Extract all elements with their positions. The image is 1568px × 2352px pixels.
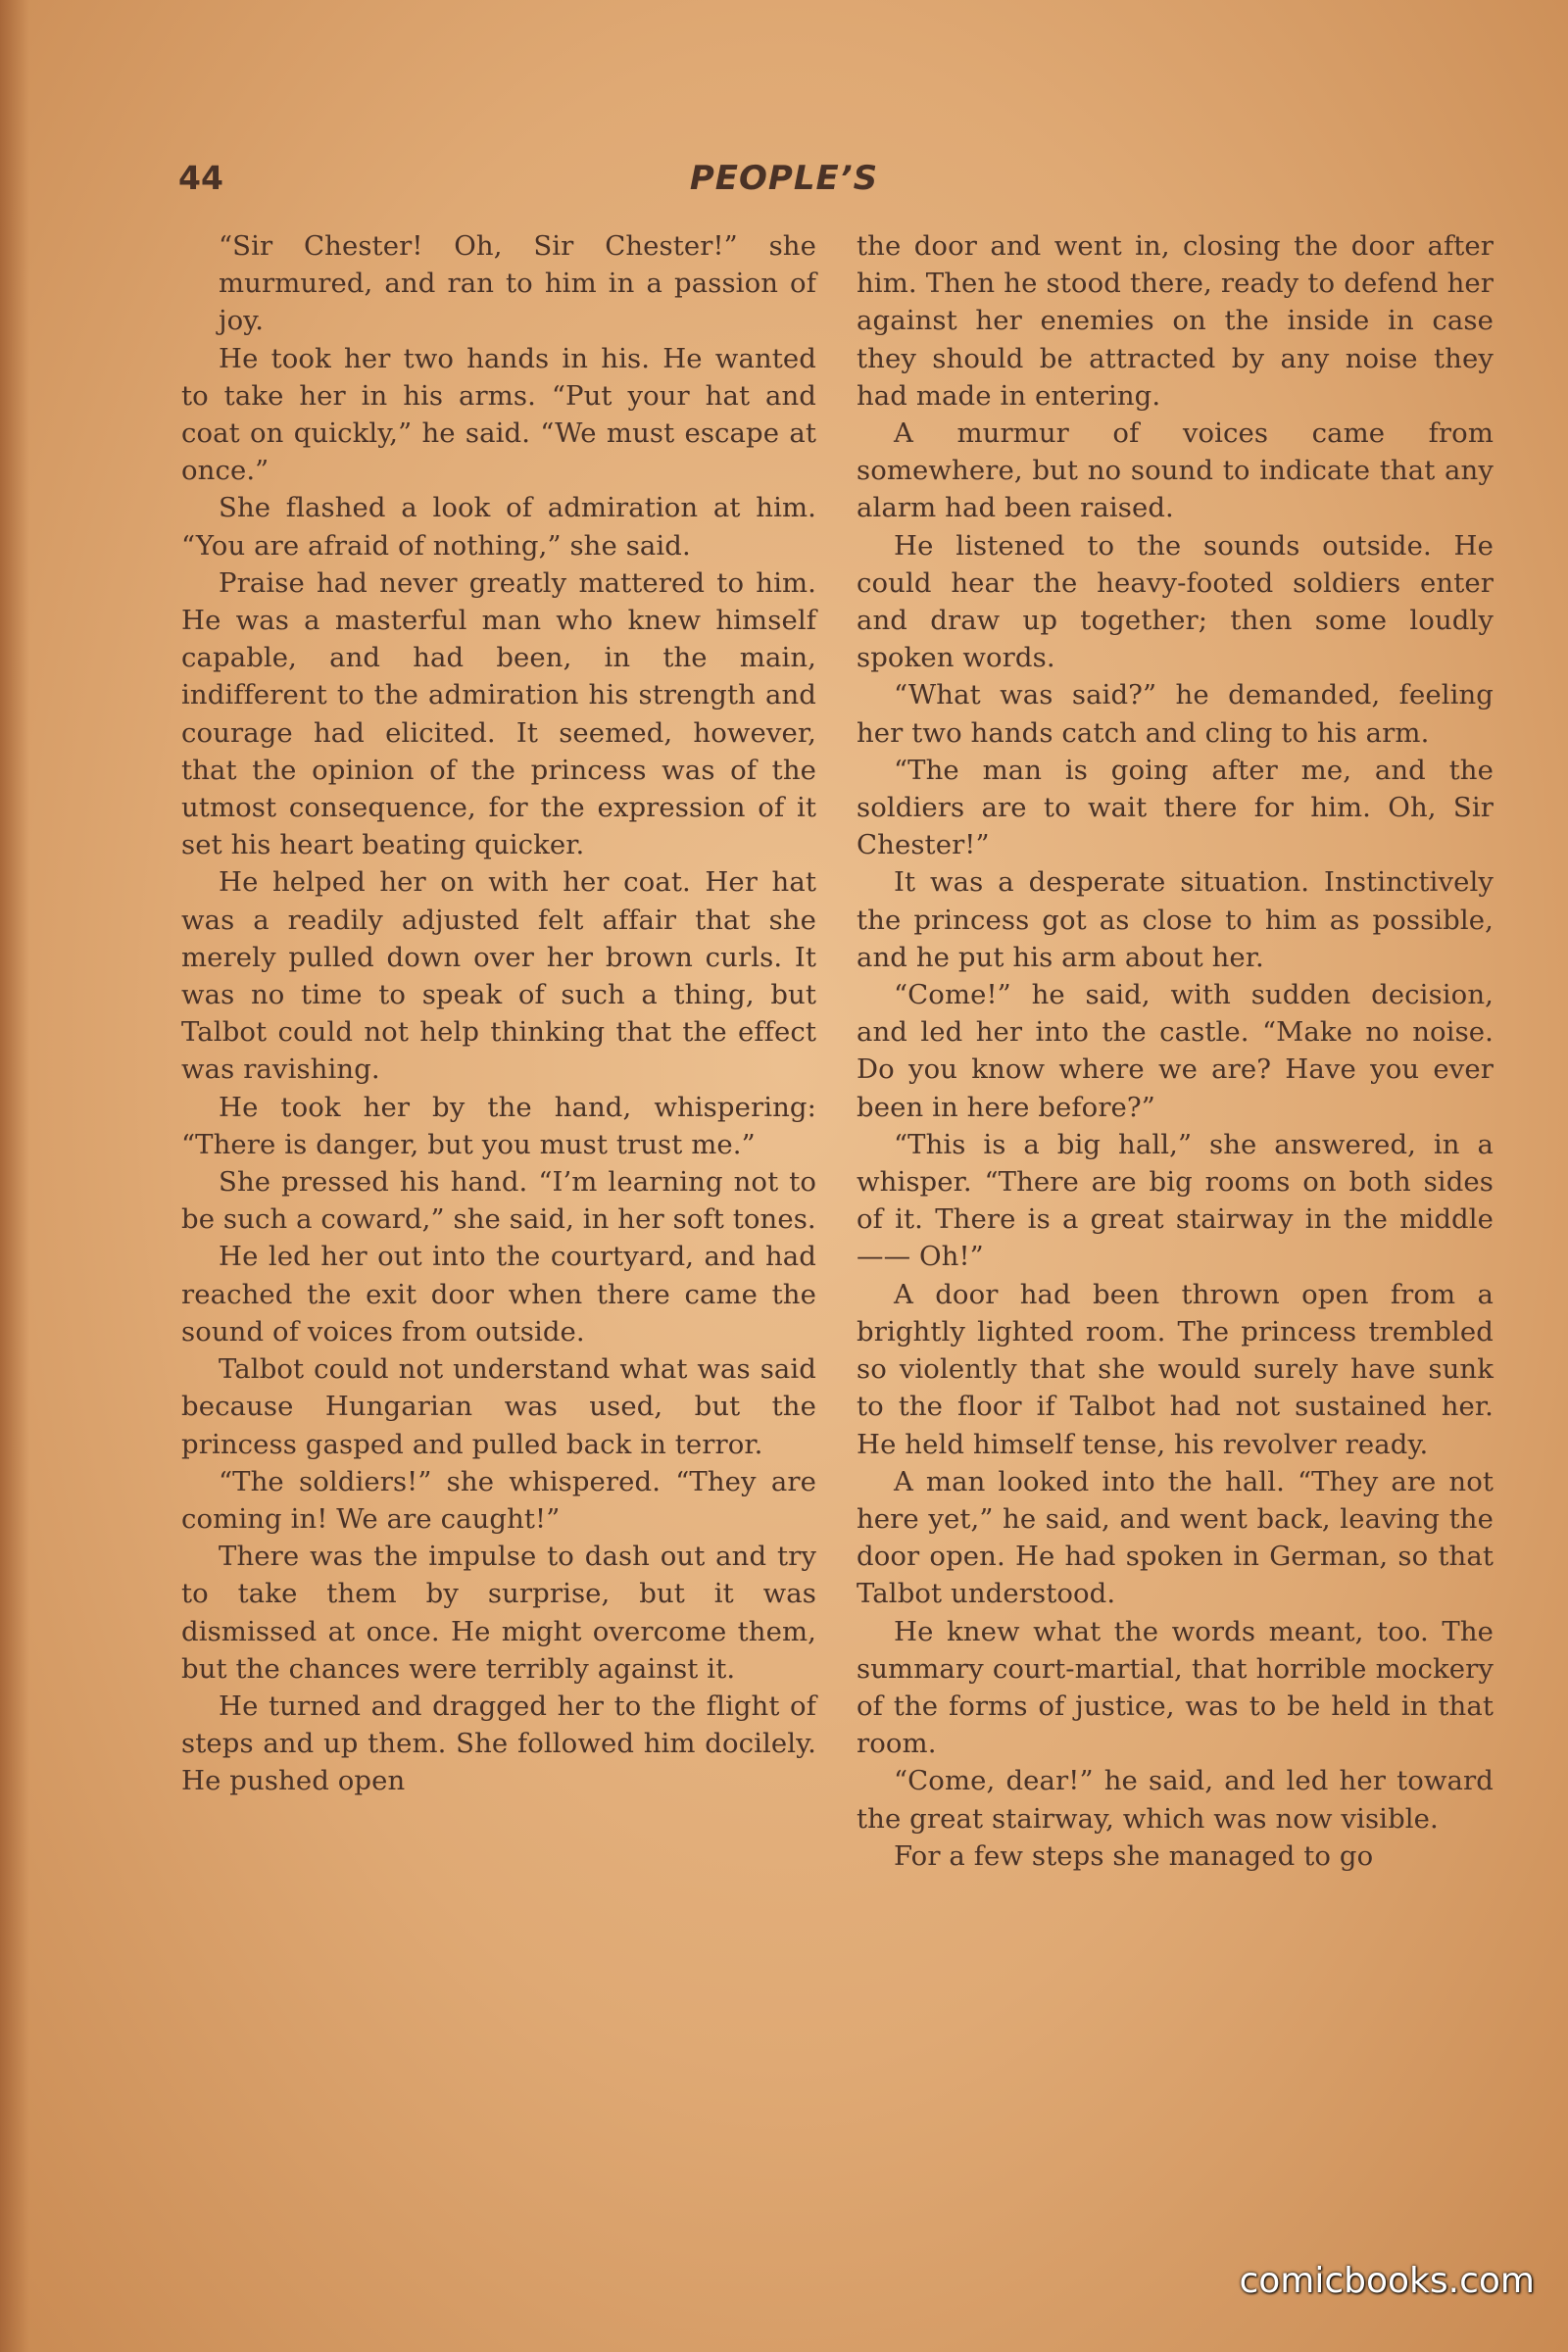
paragraph: For a few steps she managed to go (894, 1839, 1374, 1872)
paragraph: He took her by the hand, whispering: “There is danger, but you must trust me.” (181, 1091, 816, 1160)
page-number: 44 (178, 159, 223, 197)
paragraph: It was a desperate situation. Instinctively the princess got as close to him as possible, and he put his arm about her. (857, 866, 1494, 973)
page-header (0, 159, 1568, 208)
paragraph: He turned and dragged her to the flight of steps and up them. She followed him docilely. He pushed open (181, 1690, 816, 1797)
paragraph: the door and went in, closing the door after him. Then he stood there, ready to defend her against her enemies on the inside in case they should be attracted by any noise they had made in entering. (857, 230, 1494, 412)
paragraph: She flashed a look of admiration at him. “You are afraid of nothing,” she said. (181, 492, 816, 562)
paragraph: “The soldiers!” she whispered. “They are coming in! We are caught!” (181, 1465, 816, 1535)
paragraph: He took her two hands in his. He wanted to take her in his arms. “Put your hat and coat on quickly,” he said. “We must escape at once.” (181, 342, 816, 487)
paragraph: He listened to the sounds outside. He could hear the heavy-footed soldiers enter and draw up together; then some loudly spoken words. (857, 529, 1494, 674)
paragraph: “Sir Chester! Oh, Sir Chester!” she murmured, and ran to him in a passion of joy. (219, 230, 816, 337)
paragraph: He helped her on with her coat. Her hat was a readily adjusted felt affair that she merely pulled down over her brown curls. It was no time to speak of such a thing, but Talbot could not help thinking that the effect was ravishing. (181, 866, 816, 1086)
paragraph: He knew what the words meant, too. The summary court-martial, that horrible mockery of the forms of justice, was to be held in that room. (857, 1615, 1494, 1760)
paragraph: “Come!” he said, with sudden decision, and led her into the castle. “Make no noise. Do you know where we are? Have you ever been in here before?” (857, 979, 1494, 1123)
paragraph: Talbot could not understand what was said because Hungarian was used, but the princess gasped and pulled back in terror. (181, 1353, 816, 1460)
source-watermark: comicbooks.com (1239, 2261, 1535, 2301)
left-column (181, 227, 816, 1800)
paragraph: A man looked into the hall. “They are not here yet,” he said, and went back, leaving the door open. He had spoken in German, so that Talbot understood. (857, 1465, 1494, 1610)
paragraph: “What was said?” he demanded, feeling her two hands catch and cling to his arm. (857, 679, 1494, 749)
running-head: PEOPLE’S (689, 159, 879, 198)
paragraph: “This is a big hall,” she answered, in a whisper. “There are big rooms on both sides of it. There is a great stairway in the middle—— Oh!” (857, 1128, 1494, 1273)
paragraph: “The man is going after me, and the soldiers are to wait there for him. Oh, Sir Chester!” (857, 754, 1494, 861)
right-column (857, 227, 1494, 1875)
paragraph: A door had been thrown open from a brightly lighted room. The princess trembled so violently that she would surely have sunk to the floor if Talbot had not sustained her. He held himself tense, his revolver ready. (857, 1278, 1494, 1460)
paragraph: She pressed his hand. “I’m learning not to be such a coward,” she said, in her soft tones. (181, 1166, 816, 1236)
paragraph: He led her out into the courtyard, and had reached the exit door when there came the sound of voices from outside. (181, 1241, 816, 1348)
page-edge-shadow (0, 0, 29, 2352)
paragraph: A murmur of voices came from somewhere, but no sound to indicate that any alarm had been raised. (857, 417, 1494, 524)
paragraph: “Come, dear!” he said, and led her toward the great stairway, which was now visible. (857, 1765, 1494, 1835)
paragraph: Praise had never greatly mattered to him. He was a masterful man who knew himself capable, and had been, in the main, indifferent to the admiration his strength and courage had elicited. It seemed, however, that the opinion of the princess was of the utmost consequence, for the expression of it set his heart beating quicker. (181, 566, 816, 861)
paragraph: There was the impulse to dash out and try to take them by surprise, but it was dismissed at once. He might overcome them, but the chances were terribly against it. (181, 1541, 816, 1685)
